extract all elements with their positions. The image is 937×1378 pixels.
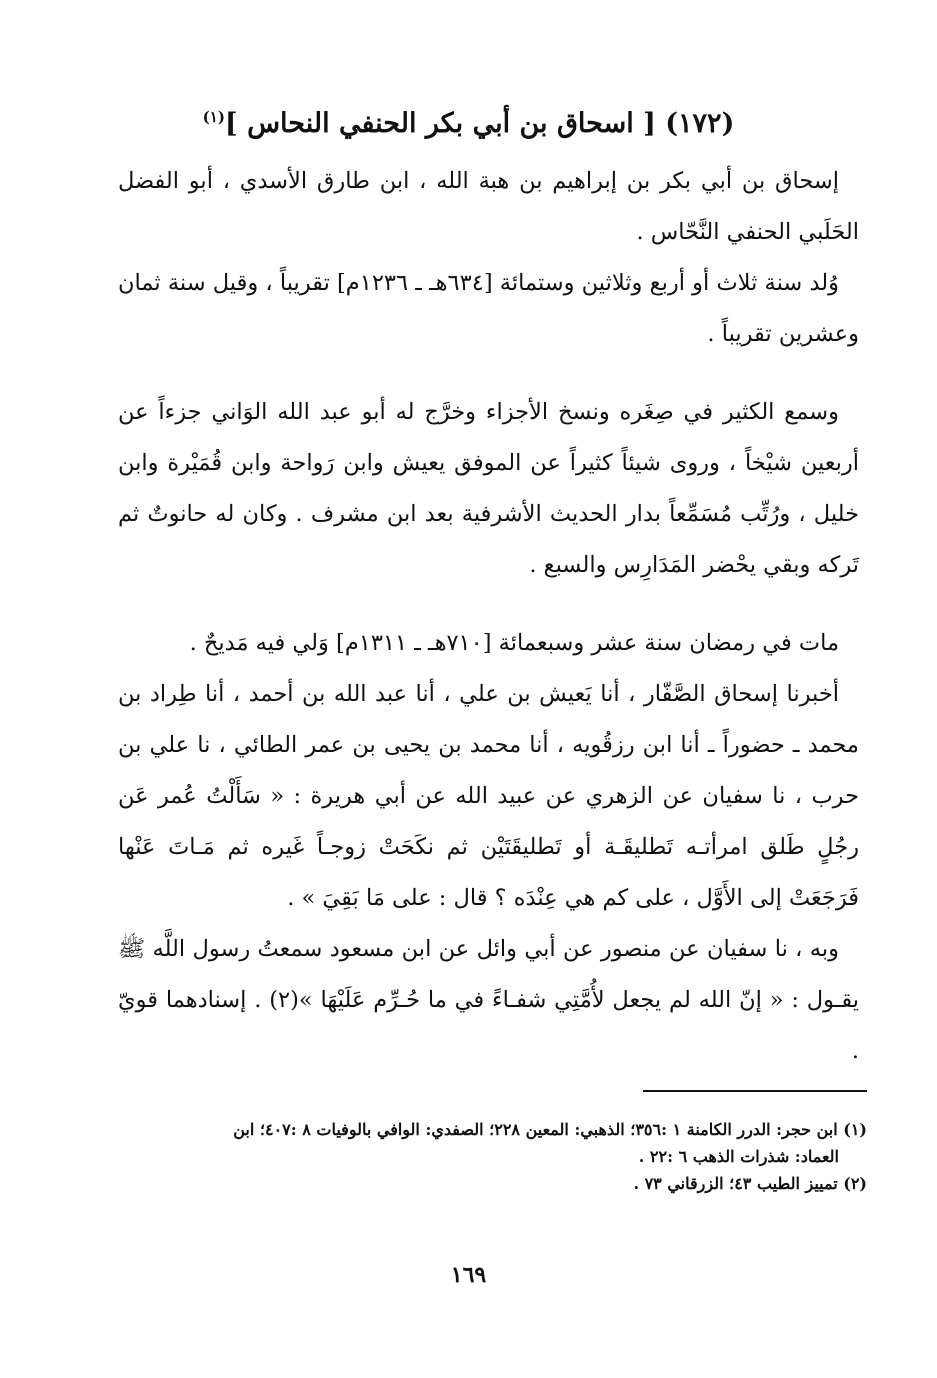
- footnote-1-continuation: العماد: شذرات الذهب ٦ :٢٢ .: [638, 1147, 839, 1166]
- hadith-2-text: وبه ، نا سفيان عن منصور عن أبي وائل عن ابن مسعود سمعتُ رسول اللَّه ﷺ يقـول : « إنّ الله لم يجعل لأُمَّتِي شفـاءً في ما حُـرِّم عَلَيْهَا »: [118, 936, 860, 1013]
- footnote-2: (٢) تمييز الطيب ٤٣؛ الزرقاني ٧٣ .: [633, 1174, 867, 1193]
- paragraph-study: وسمع الكثير في صِغَره ونسخ الأجزاء وخرَّج له أبو عبد الله الوَاني جزءاً عن أربعين شيْخاً ، وروى شيئاً كثيراً عن الموفق يعيش وابن رَواحة وابن قُمَيْرة وابن خليل ، ورُتِّب مُسَمِّعاً بدار الحديث الأشرفية بعد ابن مشرف . وكان له حانوتٌ ثم تَركه وبقي يحْضر المَدَارِس والسبع .: [118, 399, 859, 578]
- paragraph-hadith-1: أخبرنا إسحاق الصَّفّار ، أنا يَعيش بن علي ، أنا عبد الله بن أحمد ، أنا طِراد بن محمد ـ حضوراً ـ أنا ابن رزقُويه ، أنا محمد بن يحيى بن عمر الطائي ، نا علي بن حرب ، نا سفيان عن الزهري عن عبيد الله عن أبي هريرة : « سَأَلْتُ عُمر عَن رجُلٍ طَلق امرأتـه تَطليقَـة أو تَطليقَتَيْن ثم نكَحَتْ زوجـاً غَيره ثم مَـاتَ عَنْها فَرَجَعَتْ إلى الأَوَّل ، على كم هي عِنْدَه ؟ قال : على مَا بَقِيَ » .: [118, 681, 859, 911]
- paragraph-death: مات في رمضان سنة عشر وسبعمائة [٧١٠هـ ـ ١٣١١م] وَلي فيه مَديحٌ .: [189, 630, 839, 656]
- paragraph-name: إسحاق بن أبي بكر بن إبراهيم بن هبة الله ، ابن طارق الأسدي ، أبو الفضل الحَلَبي الحنفي النَّحّاس .: [118, 168, 859, 245]
- hadith-2-ending: (٢) . إسنادهما قويّ .: [118, 987, 859, 1064]
- paragraph-birth: وُلد سنة ثلاث أو أربع وثلاثين وستمائة [٦٣٤هـ ـ ١٢٣٦م] تقريباً ، وقيل سنة ثمان وعشرين تقريباً .: [118, 270, 859, 347]
- footnotes: [118, 1116, 867, 1197]
- paragraph-hadith-2: [118, 924, 859, 1077]
- footnote-1: (١) ابن حجر: الدرر الكامنة ١ :٣٥٦؛ الذهبي: المعين ٢٢٨؛ الصفدي: الوافي بالوفيات ٨ :٤٠٧؛ ابن: [233, 1120, 867, 1139]
- page-number: ١٦٩: [450, 1262, 487, 1288]
- footnote-ref-1: (١): [202, 108, 225, 126]
- footnote-divider: [643, 1090, 867, 1092]
- body-text: [118, 156, 859, 1077]
- entry-heading: [110, 92, 827, 149]
- entry-title: (١٧٢) [ اسحاق بن أبي بكر الحنفي النحاس ]: [224, 108, 735, 139]
